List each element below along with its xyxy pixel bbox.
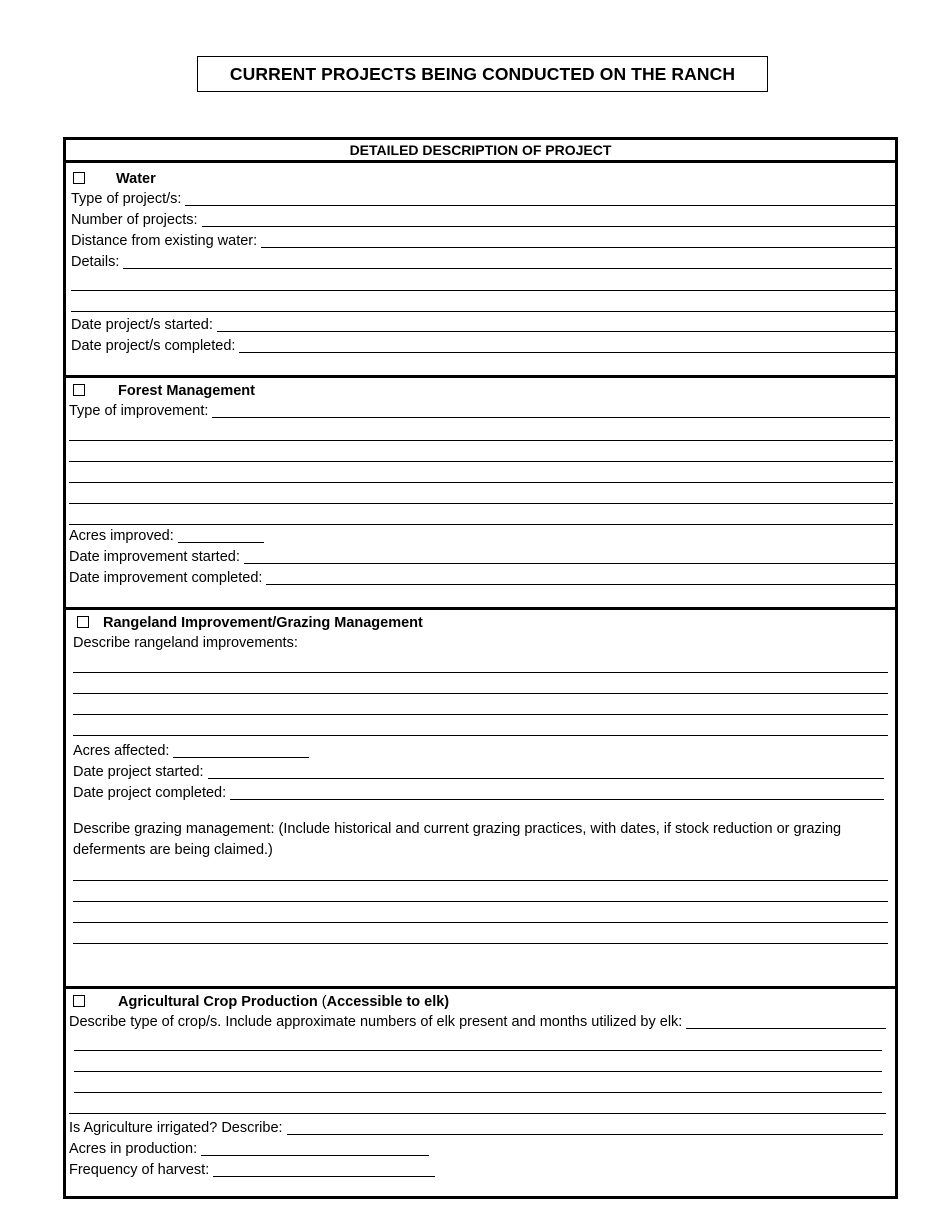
grazing-line[interactable]: [73, 922, 888, 923]
water-details-line[interactable]: [71, 290, 895, 291]
rangeland-title: Rangeland Improvement/Grazing Management: [103, 615, 423, 631]
forest-acres-field[interactable]: Acres improved:: [69, 524, 895, 545]
forest-started-field[interactable]: Date improvement started:: [69, 545, 895, 566]
rangeland-describe-label: Describe rangeland improvements:: [73, 635, 298, 651]
rangeland-describe-line[interactable]: [73, 672, 888, 673]
rangeland-checkbox[interactable]: [77, 616, 89, 628]
agriculture-checkbox[interactable]: [73, 995, 85, 1007]
water-started-field[interactable]: Date project/s started:: [71, 313, 895, 334]
forest-section: [66, 378, 895, 610]
crop-describe-line[interactable]: [69, 1113, 886, 1114]
forest-type-line[interactable]: [69, 482, 893, 483]
crop-describe-field[interactable]: Describe type of crop/s. Include approximate numbers of elk present and months utilized by elk:: [69, 1010, 886, 1031]
water-number-field[interactable]: Number of projects:: [71, 208, 895, 229]
forest-type-field[interactable]: Type of improvement:: [69, 399, 890, 420]
harvest-frequency-field[interactable]: Frequency of harvest:: [69, 1158, 895, 1179]
forest-title: Forest Management: [118, 383, 255, 399]
agriculture-section: [66, 989, 895, 1199]
water-distance-field[interactable]: Distance from existing water:: [71, 229, 895, 250]
water-details-field[interactable]: Details:: [71, 250, 892, 271]
rangeland-started-field[interactable]: Date project started:: [73, 760, 884, 781]
forest-completed-field[interactable]: Date improvement completed:: [69, 566, 895, 587]
rangeland-describe-line[interactable]: [73, 714, 888, 715]
rangeland-completed-field[interactable]: Date project completed:: [73, 781, 884, 802]
water-completed-field[interactable]: Date project/s completed:: [71, 334, 895, 355]
forest-type-line[interactable]: [69, 440, 893, 441]
forest-type-line[interactable]: [69, 461, 893, 462]
agriculture-title: Agricultural Crop Production (Accessible to elk): [118, 994, 450, 1010]
water-details-line[interactable]: [71, 311, 895, 312]
rangeland-section: [66, 610, 895, 989]
forest-type-line[interactable]: [69, 503, 893, 504]
form-header: DETAILED DESCRIPTION OF PROJECT: [66, 140, 895, 163]
forest-checkbox[interactable]: [73, 384, 85, 396]
grazing-line[interactable]: [73, 901, 888, 902]
water-section: [66, 166, 895, 378]
rangeland-describe-line[interactable]: [73, 693, 888, 694]
project-form: [63, 137, 898, 1199]
rangeland-describe-line[interactable]: [73, 735, 888, 736]
rangeland-acres-field[interactable]: Acres affected:: [73, 739, 895, 760]
grazing-line[interactable]: [73, 943, 888, 944]
water-type-field[interactable]: Type of project/s:: [71, 187, 895, 208]
crop-describe-line[interactable]: [74, 1071, 882, 1072]
page-title: CURRENT PROJECTS BEING CONDUCTED ON THE RANCH: [197, 56, 768, 92]
water-checkbox[interactable]: [73, 172, 85, 184]
grazing-describe-label: Describe grazing management: (Include historical and current grazing practices, with dates, if stock reduction or grazing deferments are being claimed.): [73, 821, 842, 858]
water-title: Water: [116, 171, 156, 187]
irrigated-field[interactable]: Is Agriculture irrigated? Describe:: [69, 1116, 883, 1137]
crop-describe-line[interactable]: [74, 1092, 882, 1093]
grazing-line[interactable]: [73, 880, 888, 881]
crop-describe-line[interactable]: [74, 1050, 882, 1051]
acres-production-field[interactable]: Acres in production:: [69, 1137, 895, 1158]
